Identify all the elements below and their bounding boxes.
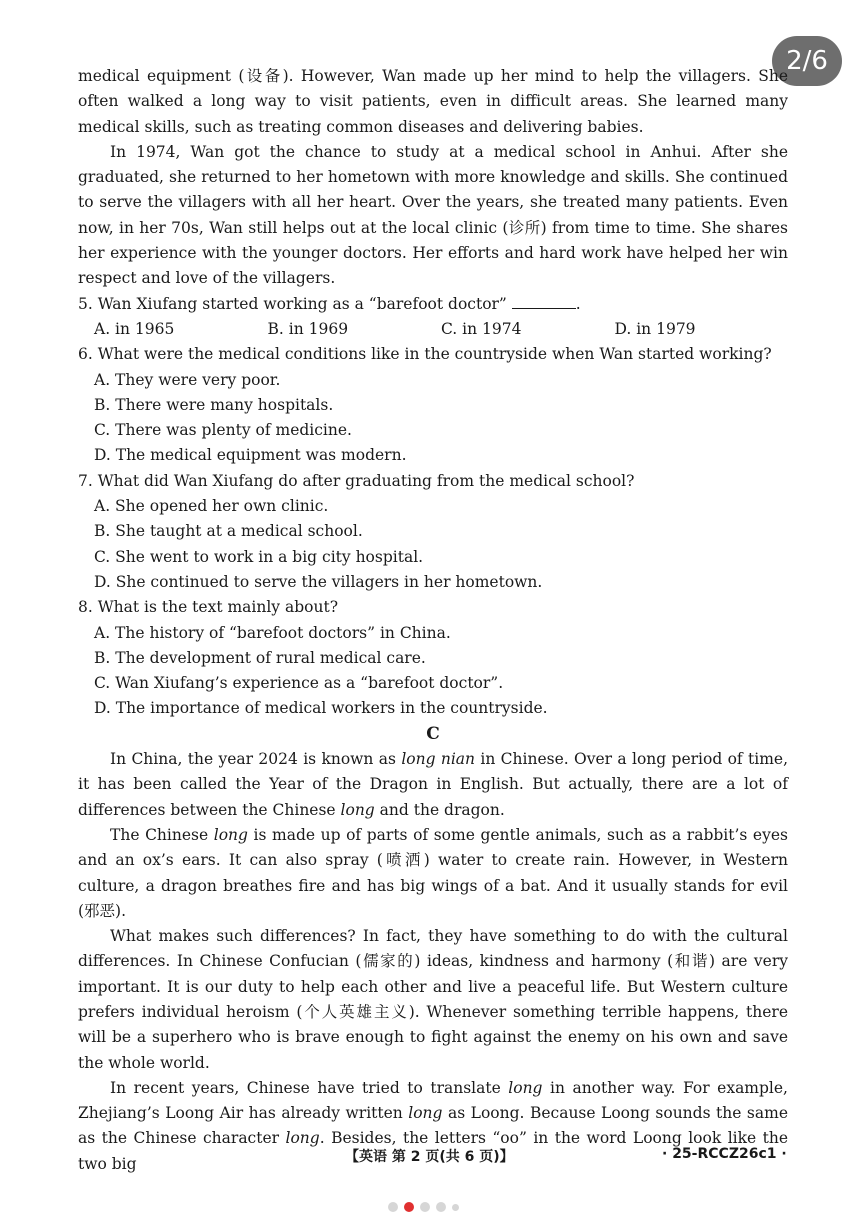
question-end: . (575, 294, 581, 313)
section-title: C (426, 723, 440, 744)
option-b: B. She taught at a medical school. (94, 522, 363, 541)
paragraph: In 1974, Wan got the chance to study at a medical school in Anhui. After she graduated, she returned to her hometown with more knowledge and skills. She continued to serve the villagers with all her heart. Over the years, she treated many patients. Even now, in her 70s, Wan still helps out at the local clinic (诊所) from time to time. She shares her experience with the younger doctors. Her efforts and hard work have helped her win respect and love of the villagers. (78, 142, 788, 288)
option-a: A. They were very poor. (94, 370, 281, 389)
page-indicator-badge: 2/6 (772, 36, 842, 86)
page-dot[interactable] (436, 1202, 446, 1212)
page-dot[interactable] (420, 1202, 430, 1212)
paragraph: In recent years, Chinese have tried to translate long in another way. For example, Zhejiang’s Loong Air has already written long as Loong. Because Loong sounds the same as the Chinese character long. Besides, the letters “oo” in the word Loong look like the two big (78, 1078, 788, 1173)
option-c: C. There was plenty of medicine. (94, 421, 352, 440)
paragraph: In China, the year 2024 is known as long nian in Chinese. Over a long period of time, it has been called the Year of the Dragon in English. But actually, there are a lot of differences between the Chinese long and the dragon. (78, 750, 788, 819)
option-c: C. in 1974 (441, 319, 522, 338)
footer-page-label: 【英语 第 2 页(共 6 页)】 (345, 1149, 514, 1165)
options-row (78, 317, 788, 342)
page-dot-active[interactable] (404, 1202, 414, 1212)
footer-code: · 25-RCCZ26c1 · (662, 1146, 787, 1162)
question-7: 7. What did Wan Xiufang do after graduating from the medical school? (78, 471, 635, 490)
option-d: D. in 1979 (614, 319, 696, 338)
option-d: D. She continued to serve the villagers in her hometown. (94, 572, 543, 591)
page-dot[interactable] (388, 1202, 398, 1212)
option-c: C. Wan Xiufang’s experience as a “barefoot doctor”. (94, 674, 504, 693)
option-b: B. There were many hospitals. (94, 395, 334, 414)
option-b: B. The development of rural medical care. (94, 648, 426, 667)
option-a: A. in 1965 (94, 319, 175, 338)
option-c: C. She went to work in a big city hospital. (94, 547, 424, 566)
question-stem: 5. Wan Xiufang started working as a “barefoot doctor” (78, 294, 507, 313)
question-5 (78, 292, 788, 317)
option-a: A. She opened her own clinic. (94, 497, 329, 516)
pagination-dots (388, 1202, 459, 1212)
answer-blank (512, 294, 576, 309)
page-dot[interactable] (452, 1204, 459, 1211)
paragraph: What makes such differences? In fact, they have something to do with the cultural differences. In Chinese Confucian (儒家的) ideas, kindness and harmony (和谐) are very important. It is our duty to help each other and live a peaceful life. But Western culture prefers individual heroism (个人英雄主义). Whenever something terrible happens, there will be a superhero who is brave enough to fight against the enemy on his own and save the whole world. (78, 927, 788, 1072)
option-a: A. The history of “barefoot doctors” in China. (94, 623, 451, 642)
question-6: 6. What were the medical conditions like in the countryside when Wan started working? (78, 345, 772, 364)
option-d: D. The medical equipment was modern. (94, 446, 407, 465)
option-d: D. The importance of medical workers in the countryside. (94, 699, 548, 718)
document-body (78, 64, 788, 1177)
option-b: B. in 1969 (267, 319, 349, 338)
page-footer (0, 1146, 860, 1166)
question-8: 8. What is the text mainly about? (78, 598, 339, 617)
paragraph: The Chinese long is made up of parts of some gentle animals, such as a rabbit’s eyes and an ox’s ears. It can also spray (喷洒) water to create rain. However, in Western culture, a dragon breathes fire and has big wings of a bat. And it usually stands for evil (邪恶). (78, 825, 788, 920)
paragraph: medical equipment (设备). However, Wan made up her mind to help the villagers. She often walked a long way to visit patients, even in difficult areas. She learned many medical skills, such as treating common diseases and delivering babies. (78, 67, 788, 136)
